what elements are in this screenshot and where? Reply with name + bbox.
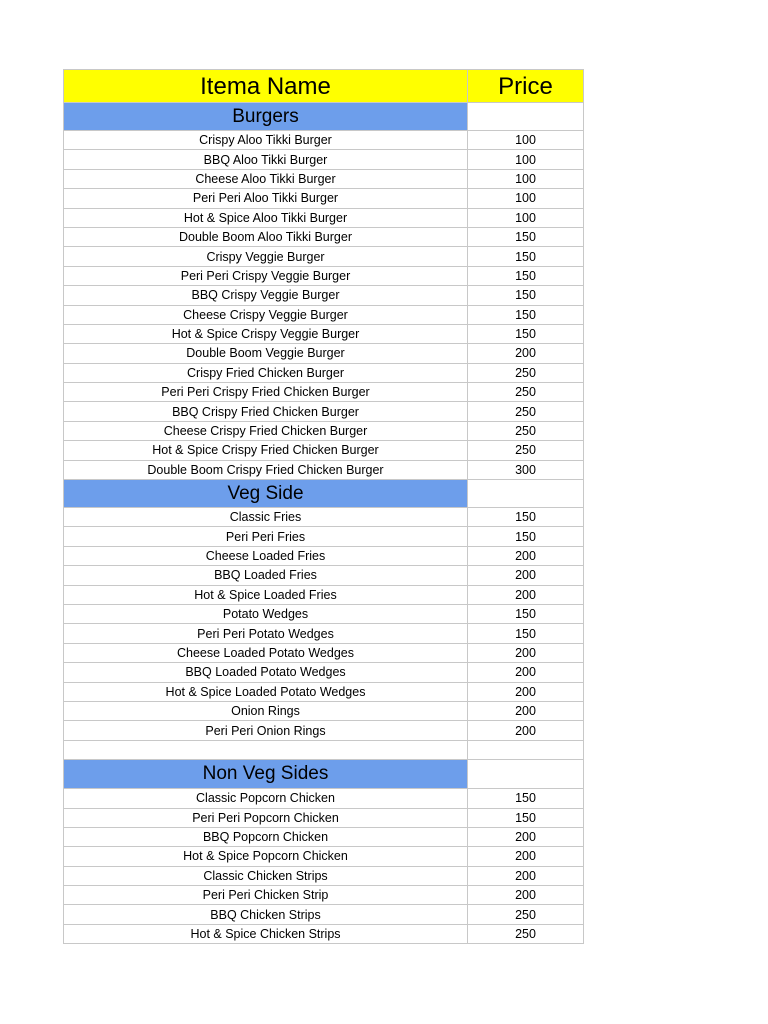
- item-name-cell[interactable]: Double Boom Crispy Fried Chicken Burger: [64, 460, 468, 479]
- item-price-cell[interactable]: 200: [468, 566, 584, 585]
- table-row: [64, 150, 584, 169]
- item-name-cell[interactable]: Hot & Spice Popcorn Chicken: [64, 847, 468, 866]
- table-row: [64, 169, 584, 188]
- item-price-cell[interactable]: 200: [468, 886, 584, 905]
- table-row: [64, 247, 584, 266]
- item-price-cell[interactable]: 300: [468, 460, 584, 479]
- item-name-cell[interactable]: BBQ Popcorn Chicken: [64, 827, 468, 846]
- item-name-cell[interactable]: Hot & Spice Loaded Fries: [64, 585, 468, 604]
- item-price-cell[interactable]: 200: [468, 682, 584, 701]
- table-row: [64, 363, 584, 382]
- item-price-cell[interactable]: 250: [468, 383, 584, 402]
- blank-row: [64, 740, 584, 759]
- table-row: [64, 643, 584, 662]
- item-name-cell[interactable]: Hot & Spice Chicken Strips: [64, 924, 468, 943]
- item-name-cell[interactable]: Peri Peri Aloo Tikki Burger: [64, 189, 468, 208]
- item-name-cell[interactable]: Classic Chicken Strips: [64, 866, 468, 885]
- table-row: [64, 286, 584, 305]
- item-name-cell[interactable]: Cheese Crispy Veggie Burger: [64, 305, 468, 324]
- item-price-cell[interactable]: 100: [468, 208, 584, 227]
- item-name-cell[interactable]: Hot & Spice Crispy Fried Chicken Burger: [64, 441, 468, 460]
- table-row: [64, 546, 584, 565]
- table-row: [64, 402, 584, 421]
- item-price-cell[interactable]: 200: [468, 585, 584, 604]
- item-price-cell[interactable]: 150: [468, 305, 584, 324]
- section-row: [64, 480, 584, 508]
- item-name-cell[interactable]: BBQ Loaded Fries: [64, 566, 468, 585]
- item-name-cell[interactable]: Peri Peri Potato Wedges: [64, 624, 468, 643]
- item-price-cell[interactable]: 200: [468, 847, 584, 866]
- item-price-cell[interactable]: 150: [468, 808, 584, 827]
- item-name-cell[interactable]: Cheese Aloo Tikki Burger: [64, 169, 468, 188]
- item-price-cell[interactable]: 200: [468, 344, 584, 363]
- table-row: [64, 305, 584, 324]
- table-row: [64, 886, 584, 905]
- table-row: [64, 701, 584, 720]
- item-price-cell[interactable]: 200: [468, 643, 584, 662]
- table-row: [64, 421, 584, 440]
- item-price-cell[interactable]: 150: [468, 789, 584, 808]
- item-price-cell[interactable]: 250: [468, 924, 584, 943]
- table-row: [64, 266, 584, 285]
- table-row: [64, 663, 584, 682]
- table-row: [64, 866, 584, 885]
- item-name-cell[interactable]: Classic Fries: [64, 508, 468, 527]
- item-name-cell[interactable]: Cheese Crispy Fried Chicken Burger: [64, 421, 468, 440]
- table-row: [64, 624, 584, 643]
- table-row: [64, 460, 584, 479]
- item-name-cell[interactable]: Peri Peri Crispy Veggie Burger: [64, 266, 468, 285]
- table-row: [64, 344, 584, 363]
- item-name-cell[interactable]: Cheese Loaded Fries: [64, 546, 468, 565]
- item-price-cell[interactable]: 200: [468, 663, 584, 682]
- table-row: [64, 604, 584, 623]
- table-row: [64, 131, 584, 150]
- item-price-cell[interactable]: 250: [468, 905, 584, 924]
- item-price-cell[interactable]: 250: [468, 402, 584, 421]
- item-name-cell[interactable]: Double Boom Aloo Tikki Burger: [64, 227, 468, 246]
- item-name-cell[interactable]: Hot & Spice Aloo Tikki Burger: [64, 208, 468, 227]
- item-name-cell[interactable]: Crispy Aloo Tikki Burger: [64, 131, 468, 150]
- item-name-cell[interactable]: Peri Peri Crispy Fried Chicken Burger: [64, 383, 468, 402]
- item-name-cell[interactable]: Peri Peri Chicken Strip: [64, 886, 468, 905]
- item-name-cell[interactable]: Crispy Veggie Burger: [64, 247, 468, 266]
- item-price-cell[interactable]: 150: [468, 286, 584, 305]
- item-name-cell[interactable]: Peri Peri Fries: [64, 527, 468, 546]
- item-name-cell[interactable]: Peri Peri Popcorn Chicken: [64, 808, 468, 827]
- section-title[interactable]: Burgers: [64, 103, 468, 131]
- item-price-cell[interactable]: 150: [468, 247, 584, 266]
- section-row: [64, 760, 584, 789]
- item-name-cell[interactable]: Cheese Loaded Potato Wedges: [64, 643, 468, 662]
- header-price[interactable]: Price: [468, 70, 584, 103]
- item-name-cell[interactable]: BBQ Loaded Potato Wedges: [64, 663, 468, 682]
- item-price-cell[interactable]: 150: [468, 527, 584, 546]
- table-row: [64, 808, 584, 827]
- item-price-cell[interactable]: 250: [468, 441, 584, 460]
- item-price-cell[interactable]: 100: [468, 131, 584, 150]
- item-price-cell[interactable]: 200: [468, 827, 584, 846]
- item-price-cell[interactable]: 150: [468, 227, 584, 246]
- item-name-cell[interactable]: BBQ Crispy Fried Chicken Burger: [64, 402, 468, 421]
- table-row: [64, 721, 584, 740]
- table-row: [64, 585, 584, 604]
- section-price-cell[interactable]: [468, 480, 584, 508]
- table-row: [64, 189, 584, 208]
- section-price-cell[interactable]: [468, 103, 584, 131]
- section-price-cell[interactable]: [468, 760, 584, 789]
- item-price-cell[interactable]: 150: [468, 324, 584, 343]
- item-name-cell[interactable]: Peri Peri Onion Rings: [64, 721, 468, 740]
- item-name-cell[interactable]: Onion Rings: [64, 701, 468, 720]
- table-row: [64, 924, 584, 943]
- item-name-cell[interactable]: Double Boom Veggie Burger: [64, 344, 468, 363]
- item-name-cell[interactable]: Potato Wedges: [64, 604, 468, 623]
- item-price-cell[interactable]: 200: [468, 546, 584, 565]
- item-name-cell[interactable]: BBQ Aloo Tikki Burger: [64, 150, 468, 169]
- item-price-cell[interactable]: 250: [468, 363, 584, 382]
- item-price-cell[interactable]: 100: [468, 150, 584, 169]
- item-price-cell[interactable]: 100: [468, 189, 584, 208]
- menu-price-table: [63, 69, 584, 944]
- table-row: [64, 208, 584, 227]
- header-row: [64, 70, 584, 103]
- item-price-cell[interactable]: 100: [468, 169, 584, 188]
- item-name-cell[interactable]: BBQ Chicken Strips: [64, 905, 468, 924]
- item-name-cell[interactable]: BBQ Crispy Veggie Burger: [64, 286, 468, 305]
- item-price-cell[interactable]: 150: [468, 604, 584, 623]
- table-row: [64, 789, 584, 808]
- item-name-cell[interactable]: Hot & Spice Loaded Potato Wedges: [64, 682, 468, 701]
- item-price-cell[interactable]: 200: [468, 701, 584, 720]
- table-row: [64, 324, 584, 343]
- item-name-cell[interactable]: Hot & Spice Crispy Veggie Burger: [64, 324, 468, 343]
- table-row: [64, 827, 584, 846]
- item-name-cell[interactable]: Classic Popcorn Chicken: [64, 789, 468, 808]
- table-row: [64, 527, 584, 546]
- section-row: [64, 103, 584, 131]
- section-title[interactable]: Veg Side: [64, 480, 468, 508]
- section-title[interactable]: Non Veg Sides: [64, 760, 468, 789]
- table-row: [64, 441, 584, 460]
- item-price-cell[interactable]: 200: [468, 721, 584, 740]
- table-row: [64, 508, 584, 527]
- blank-cell-price[interactable]: [468, 740, 584, 759]
- item-price-cell[interactable]: 150: [468, 266, 584, 285]
- item-price-cell[interactable]: 200: [468, 866, 584, 885]
- table-row: [64, 383, 584, 402]
- item-price-cell[interactable]: 150: [468, 624, 584, 643]
- table-row: [64, 227, 584, 246]
- item-name-cell[interactable]: Crispy Fried Chicken Burger: [64, 363, 468, 382]
- table-row: [64, 682, 584, 701]
- table-row: [64, 905, 584, 924]
- blank-cell-name[interactable]: [64, 740, 468, 759]
- header-item-name[interactable]: Itema Name: [64, 70, 468, 103]
- table-row: [64, 847, 584, 866]
- item-price-cell[interactable]: 150: [468, 508, 584, 527]
- table-row: [64, 566, 584, 585]
- item-price-cell[interactable]: 250: [468, 421, 584, 440]
